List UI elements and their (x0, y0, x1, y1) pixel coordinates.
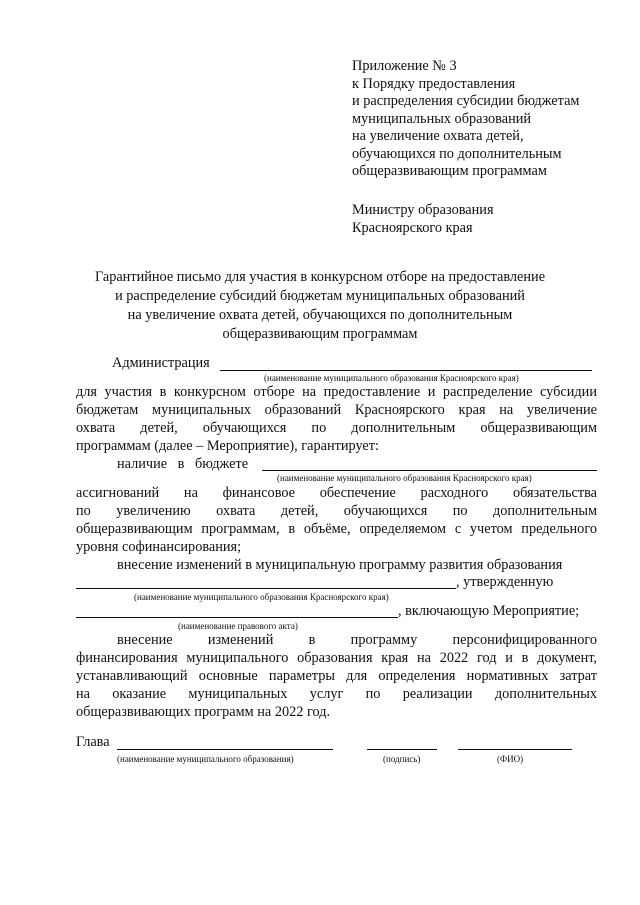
caption-municipality-krai: (наименование муниципального образования Красноярского края) (277, 473, 532, 483)
paragraph-line: общеразвивающих программ на 2022 год. (76, 704, 331, 720)
annex-line: обучающихся по дополнительным (352, 145, 562, 162)
title-line: общеразвивающим программам (222, 326, 418, 342)
title-line: Гарантийное письмо для участия в конкурсном отборе на предоставление (94, 269, 546, 285)
administration-label: Администрация (112, 355, 210, 371)
paragraph-line: устанавливающий основные параметры для определения нормативных затрат (76, 668, 597, 684)
addressee (352, 201, 494, 237)
paragraph-line: на оказание муниципальных услуг по реализации дополнительных (76, 686, 597, 702)
paragraph-line: уровня софинансирования; (76, 539, 242, 555)
title-line: на увеличение охвата детей, обучающихся по дополнительным (127, 307, 513, 323)
signature-field[interactable] (367, 749, 437, 750)
annex-line: Приложение № 3 (352, 58, 457, 74)
paragraph-line: финансирования муниципального образования края на 2022 год и в документ, (76, 650, 597, 666)
addressee-line: Министру образования (352, 202, 494, 218)
full-name-field[interactable] (458, 749, 572, 750)
paragraph-line: по увеличению охвата детей, обучающихся по дополнительным (76, 503, 597, 519)
annex-line: муниципальных образований (352, 110, 532, 127)
addressee-line: Красноярского края (352, 220, 473, 236)
budget-municipality-field[interactable] (262, 470, 597, 471)
administration-name-field[interactable] (220, 370, 592, 371)
legal-act-field[interactable] (76, 617, 398, 618)
annex-line: на увеличение охвата детей, (352, 128, 524, 144)
caption-municipality-krai: (наименование муниципального образования Красноярского края) (134, 592, 389, 602)
annex-header (352, 58, 622, 181)
caption-legal-act: (наименование правового акта) (178, 621, 298, 631)
document-title (60, 268, 580, 344)
caption-municipality-krai: (наименование муниципального образования Красноярского края) (264, 373, 519, 383)
including-suffix: , включающую Мероприятие; (398, 603, 580, 619)
paragraph-line: внесение изменений в программу персонифицированного (117, 632, 597, 648)
annex-line: и распределения субсидии бюджетам (352, 93, 580, 109)
caption-signature: (подпись) (383, 754, 421, 764)
paragraph-line: охвата детей, обучающихся по дополнительным общеразвивающим (76, 420, 597, 436)
paragraph-line: программам (далее – Мероприятие), гарантирует: (76, 438, 379, 454)
paragraph-line: бюджетам муниципальных образований Красноярского края на увеличение (76, 402, 597, 418)
annex-line: общеразвивающим программам (352, 163, 547, 179)
paragraph-line: общеразвивающим программам, в объёме, определяемом с учетом предельного (76, 521, 597, 537)
annex-line: к Порядку предоставления (352, 75, 516, 92)
head-municipality-field[interactable] (117, 749, 333, 750)
program-name-field[interactable] (76, 588, 456, 589)
caption-municipality: (наименование муниципального образования) (117, 754, 294, 764)
approved-suffix: , утвержденную (456, 574, 554, 590)
budget-label: наличие в бюджете (117, 456, 249, 472)
paragraph-line: ассигнований на финансовое обеспечение расходного обязательства (76, 485, 597, 501)
title-line: и распределение субсидий бюджетам муниципальных образований (115, 288, 525, 304)
paragraph-line: внесение изменений в муниципальную программу развития образования (117, 557, 563, 573)
head-label: Глава (76, 734, 110, 750)
paragraph-line: для участия в конкурсном отборе на предоставление и распределение субсидии (76, 384, 597, 400)
caption-name: (ФИО) (497, 754, 524, 764)
